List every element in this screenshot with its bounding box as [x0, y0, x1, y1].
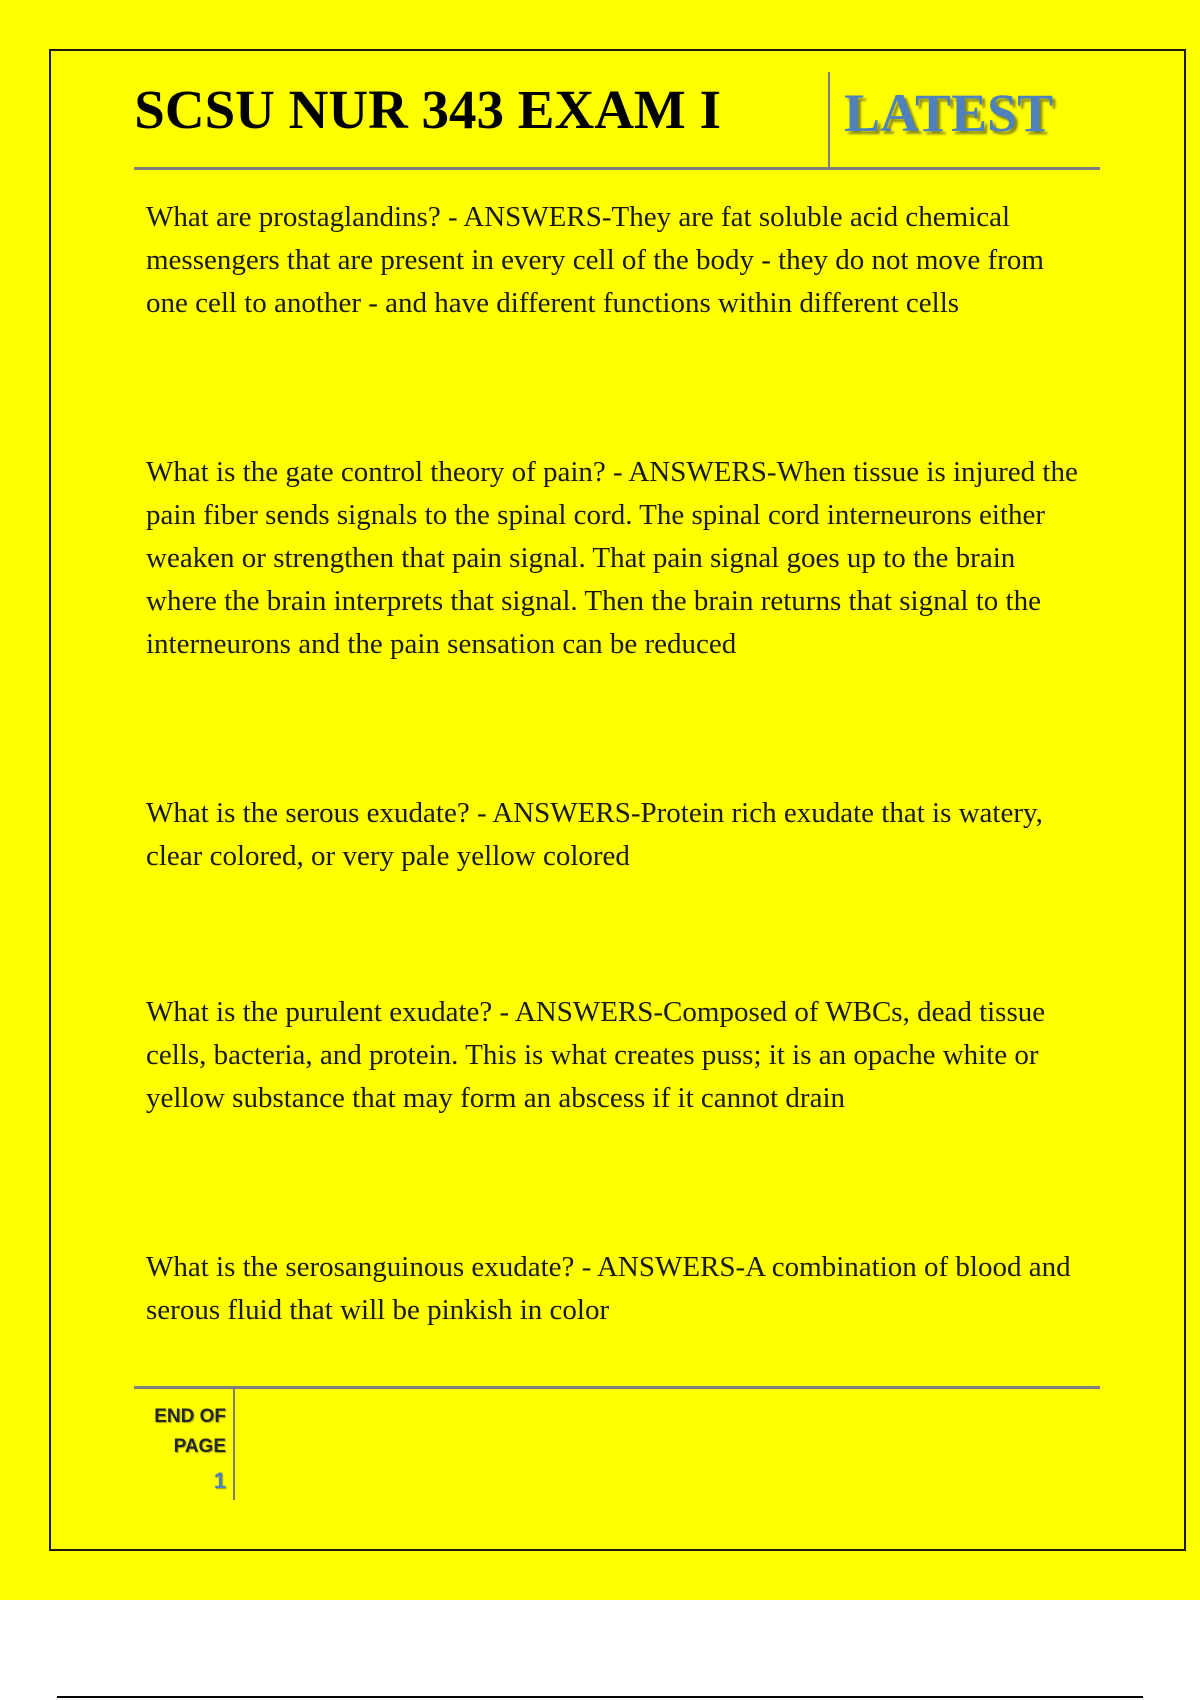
qa-item-serous-exudate: What is the serous exudate? - ANSWERS-Protein rich exudate that is watery, clear colored, or very pale yellow colored	[146, 797, 1043, 872]
qa-item-prostaglandins: What are prostaglandins? - ANSWERS-They are fat soluble acid chemical messengers that are present in every cell of the body - they do not move from one cell to another - and have different functions within different cells	[146, 201, 1044, 319]
page-number: 1	[213, 1468, 226, 1493]
document-body	[146, 196, 1086, 1458]
end-of-page-label	[126, 1402, 226, 1462]
qa-item-purulent-exudate: What is the purulent exudate? - ANSWERS-Composed of WBCs, dead tissue cells, bacteria, and protein. This is what creates puss; it is an opache white or yellow substance that may form an abscess if it cannot drain	[146, 996, 1046, 1114]
document-header	[134, 72, 1100, 168]
bottom-rule	[57, 1696, 1143, 1698]
qa-item-gate-control-theory: What is the gate control theory of pain? - ANSWERS-When tissue is injured the pain fiber sends signals to the spinal cord. The spinal cord interneurons either weaken or strengthen that pain signal. That pain signal goes up to the brain where the brain interprets that signal. Then the brain returns that signal to the interneurons and the pain sensation can be reduced	[146, 456, 1078, 660]
end-of-page-label-line2: PAGE	[173, 1436, 226, 1457]
qa-item-serosanguinous-exudate: What is the serosanguinous exudate? - ANSWERS-A combination of blood and serous fluid that will be pinkish in color	[146, 1251, 1071, 1326]
footer-rule	[134, 1386, 1100, 1389]
end-of-page-label-line1: END OF	[154, 1406, 226, 1427]
header-rule	[134, 167, 1100, 170]
document-title: SCSU NUR 343 EXAM I	[134, 79, 721, 140]
header-divider	[828, 72, 830, 168]
latest-tag: LATEST	[844, 83, 1054, 143]
footer-divider	[233, 1388, 235, 1500]
document-footer	[134, 1386, 1100, 1500]
